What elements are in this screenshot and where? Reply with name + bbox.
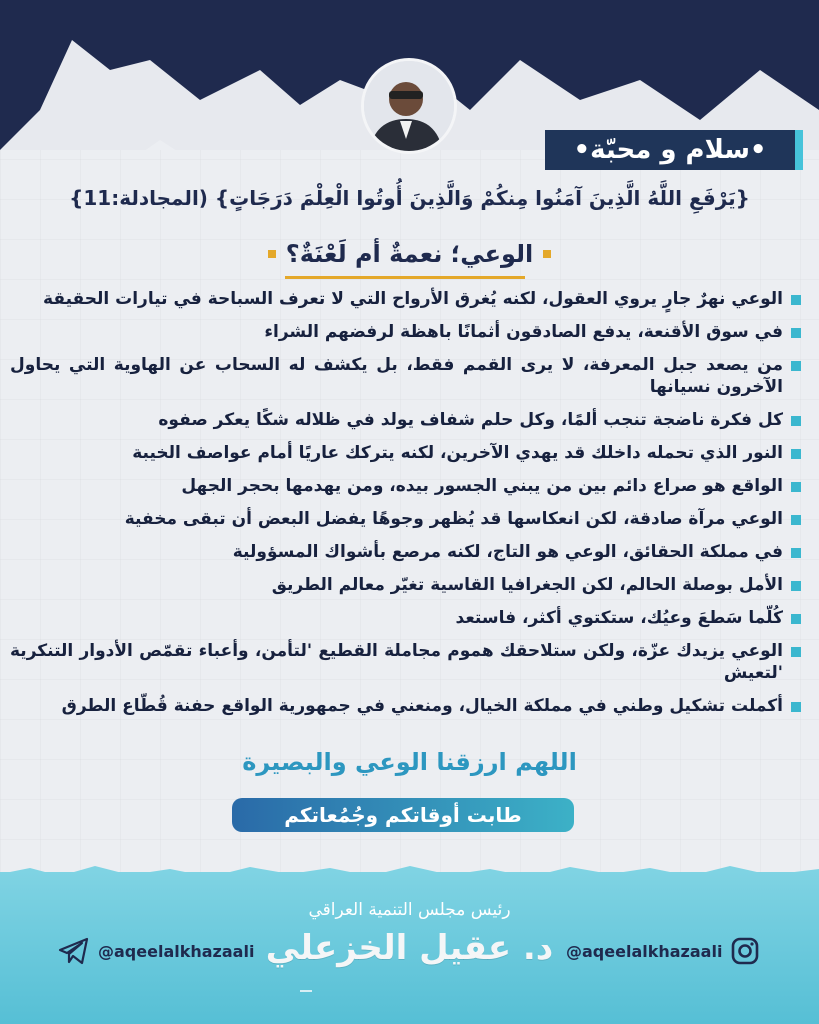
square-icon [543,250,551,258]
bullet-icon [791,515,801,525]
telegram-icon [58,937,90,965]
list-item: الوعي نهرٌ جارٍ يروي العقول، لكنه يُغرق الأرواح التي لا تعرف السباحة في تيارات الحقيقة [10,288,805,310]
author-name: د. عقيل الخزعلي [265,928,554,968]
instagram-icon [730,936,760,966]
list-item: الواقع هو صراع دائم بين من يبني الجسور بيده، ومن يهدمها بحجر الجهل [10,475,805,497]
quran-verse: {يَرْفَعِ اللَّهُ الَّذِينَ آمَنُوا مِنكُمْ وَالَّذِينَ أُوتُوا الْعِلْمَ دَرَجَاتٍ} (المجادلة:11} [69,186,750,210]
closing-banner: طابت أوقاتكم وجُمُعاتكم [232,798,574,832]
list-item: الوعي يزيدك عزّة، ولكن ستلاحقك هموم مجاملة القطيع 'لتأمن، وأعباء تقمّص الأدوار التنكرية 'لتعيش [10,640,805,684]
bullet-icon [791,702,801,712]
greeting-badge: •سلام و محبّة• [545,130,803,170]
portrait-icon [361,61,454,154]
bullet-icon [791,449,801,459]
bullet-icon [791,482,801,492]
title-underline [285,276,525,279]
list-item: من يصعد جبل المعرفة، لا يرى القمم فقط، بل يكشف له السحاب عن الهاوية التي يحاول الآخرون نسيانها [10,354,805,398]
list-item: أكملت تشكيل وطني في مملكة الخيال، ومنعني في جمهورية الواقع حفنة قُطّاع الطرق [10,695,805,717]
author-title: رئيس مجلس التنمية العراقي [308,900,511,920]
avatar [361,58,457,154]
bullet-icon [791,581,801,591]
divider [300,990,312,992]
page-title-text: الوعي؛ نعمةٌ أم لَعْنَةٌ؟ [285,240,534,268]
square-icon [268,250,276,258]
bullet-icon [791,416,801,426]
bullet-icon [791,614,801,624]
list-item: الأمل بوصلة الحالم، لكن الجغرافيا القاسية تغيّر معالم الطريق [10,574,805,596]
list-item: في مملكة الحقائق، الوعي هو التاج، لكنه مرصع بأشواك المسؤولية [10,541,805,563]
page-title [0,232,819,276]
instagram-handle: @aqeelalkhazaali [566,941,723,961]
list-item: في سوق الأقنعة، يدفع الصادقون أثمانًا باهظة لرفضهم الشراء [10,321,805,343]
prayer-text: اللهم ارزقنا الوعي والبصيرة [242,748,577,776]
list-item: كُلّما سَطعَ وعيُك، ستكتوي أكثر، فاستعد [10,607,805,629]
points-list [10,288,805,728]
list-item: كل فكرة ناضجة تنجب ألمًا، وكل حلم شفاف يولد في ظلاله شكًا يعكر صفوه [10,409,805,431]
bullet-icon [791,361,801,371]
telegram-link[interactable] [58,934,254,968]
instagram-link[interactable] [566,934,760,968]
bullet-icon [791,295,801,305]
bullet-icon [791,548,801,558]
list-item: الوعي مرآة صادقة، لكن انعكاسها قد يُظهر وجوهًا يفضل البعض أن تبقى مخفية [10,508,805,530]
bullet-icon [791,328,801,338]
bullet-icon [791,647,801,657]
list-item: النور الذي تحمله داخلك قد يهدي الآخرين، لكنه يتركك عاريًا أمام عواصف الخيبة [10,442,805,464]
telegram-handle: @aqeelalkhazaali [98,941,255,961]
